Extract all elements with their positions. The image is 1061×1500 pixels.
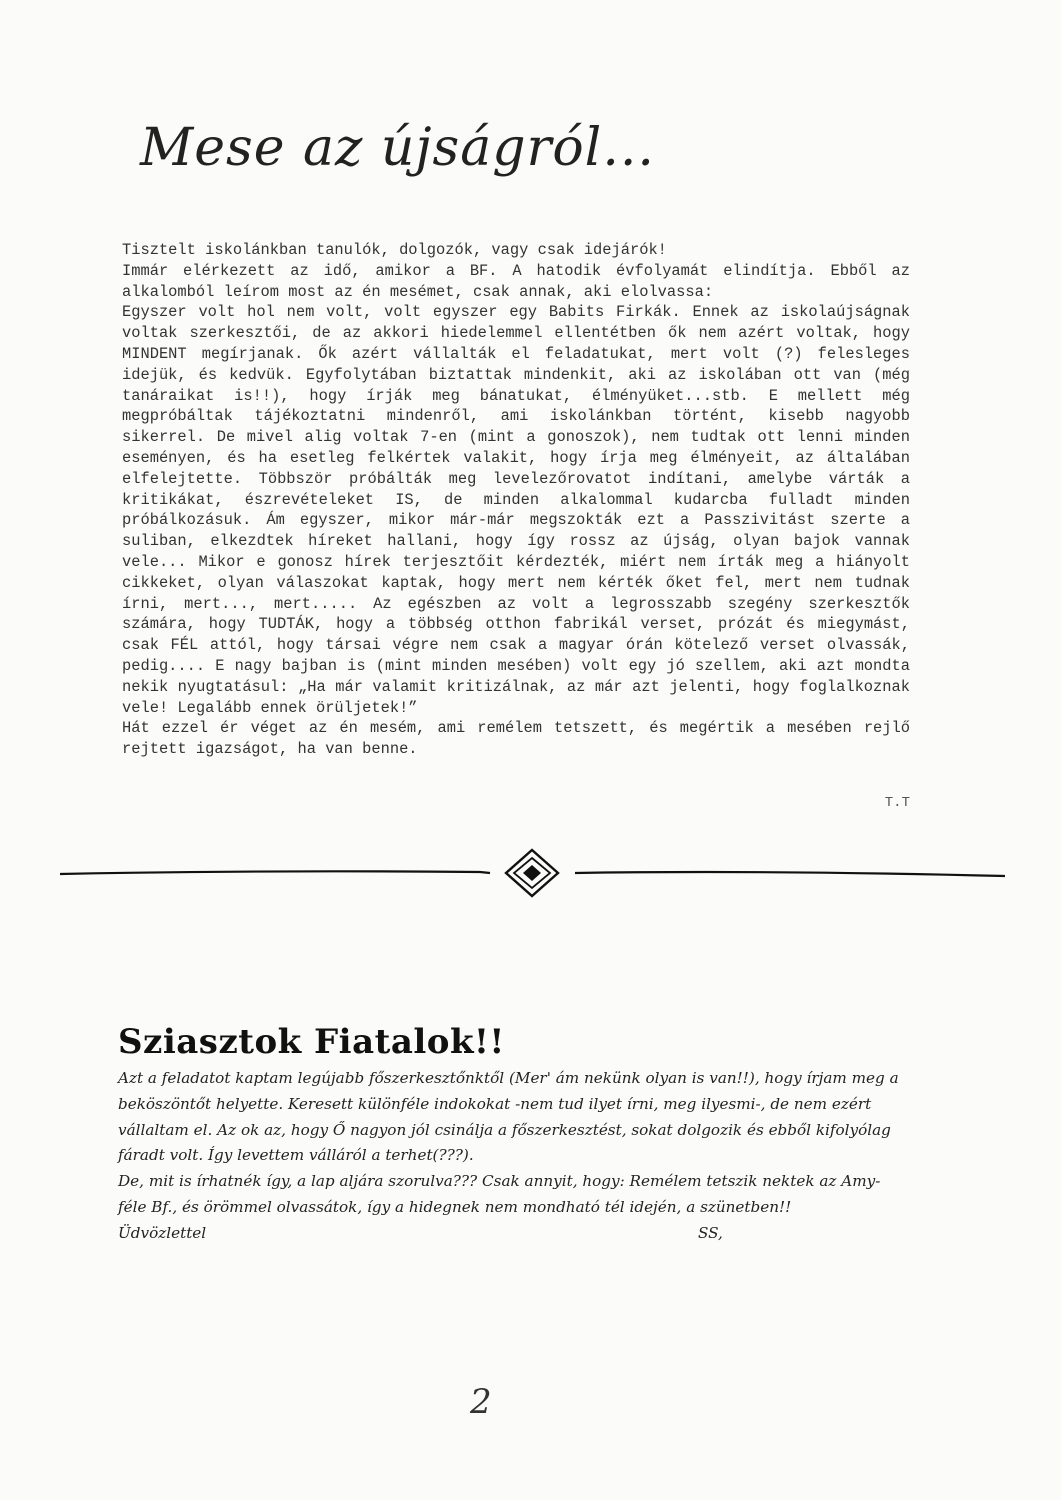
article-paragraph: Hát ezzel ér véget az én mesém, ami remélem tetszett, és megértik a mesében rejlő rejtett igazságot, ha van benne. xyxy=(122,719,910,759)
article-paragraph: Immár elérkezett az idő, amikor a BF. A hatodik évfolyamát elindítja. Ebből az alkalomból leírom most az én mesémet, csak annak, aki elolvassa: xyxy=(122,261,910,301)
diamond-ornament-icon xyxy=(506,850,558,896)
article-signature: T.T xyxy=(884,795,910,811)
page-number: 2 xyxy=(470,1382,492,1422)
letter-paragraph: Azt a feladatot kaptam legújabb főszerkesztőnktől (Mer' ám nekünk olyan is van!!), hogy írjam meg a beköszöntőt helyette. Keresett különféle indokokat -nem tud ilyet írni, meg ilyesmi-, de nem ezért vállaltam el. Az ok az, hogy Ő nagyon jól csinálja a főszerkesztést, sokat dolgozik és ebből kifolyólag fáradt volt. Így levettem válláról a terhet(???). xyxy=(118,1069,899,1165)
letter-closing: Üdvözlettel xyxy=(118,1223,207,1242)
section-divider xyxy=(60,840,1005,910)
article-paragraph: Tisztelt iskolánkban tanulók, dolgozók, vagy csak idejárók! xyxy=(122,241,667,259)
article-paragraph: Egyszer volt hol nem volt, volt egyszer egy Babits Firkák. Ennek az iskolaújságnak voltak szerkesztői, de az akkori hiedelemmel ellentétben ők nem azért voltak, hogy MINDENT megírjanak. Ők azért vállalták el feladatukat, mert volt (?) felesleges idejük, és kedvük. Egyfolytában biztattak mindenkit, aki az iskolában ott van (még tanáraikat is!!), hogy írják meg bánatukat, élményüket...stb. E mellett még megpróbáltak tájékoztatni mindenről, ami iskolánkban történt, kisebb nagyobb sikerrel. De mivel alig voltak 7-en (mint a gonoszok), nem tudtak ott lenni minden eseményen, és ha esetleg felkértek valakit, hogy írja meg élményeit, az általában elfelejtette. Többször próbálták meg levelezőrovatot indítani, amelybe várták a kritikákat, észrevételeket IS, de minden alkalommal kudarcba fulladt minden próbálkozásuk. Ám egyszer, mikor már-már megszokták ezt a Passzivitást szerte a suliban, elkezdtek híreket hallani, hogy így rossz az újság, olyan bajok vannak vele... Mikor e gonosz hírek terjesztőit kérdezték, miért nem írták meg a hiányolt cikkeket, olyan válaszokat kaptak, hogy mert nem kérték őket fel, mert nem tudnak írni, mert..., mert..... Az egészben az volt a legrosszabb szegény szerkesztők számára, hogy TUDTÁK, hogy a többség otthon fabrikál verset, prózát és miegymást, csak FÉL attól, hogy társai végre nem csak a magyar órán kötelező verset olvassák, pedig.... E nagy bajban is (mint minden mesében) volt egy jó szellem, aki azt mondta nekik nyugtatásul: „Ha már valamit kritizálnak, az már azt jelenti, hogy foglalkoznak vele! Legalább ennek örüljetek!” xyxy=(122,303,910,717)
letter-signoff xyxy=(118,1221,908,1247)
article-body xyxy=(122,240,910,760)
letter-body xyxy=(118,1066,908,1247)
letter-initials: SS, xyxy=(698,1223,723,1242)
letter-greeting: Sziasztok Fiatalok!! xyxy=(118,1022,505,1062)
article-title: Mese az újságról... xyxy=(140,118,655,178)
letter-paragraph: De, mit is írhatnék így, a lap aljára szorulva??? Csak annyit, hogy: Remélem tetszik nektek az Amy-féle Bf., és örömmel olvassátok, így a hidegnek nem mondható tél idején, a szünetben!! xyxy=(118,1172,881,1216)
